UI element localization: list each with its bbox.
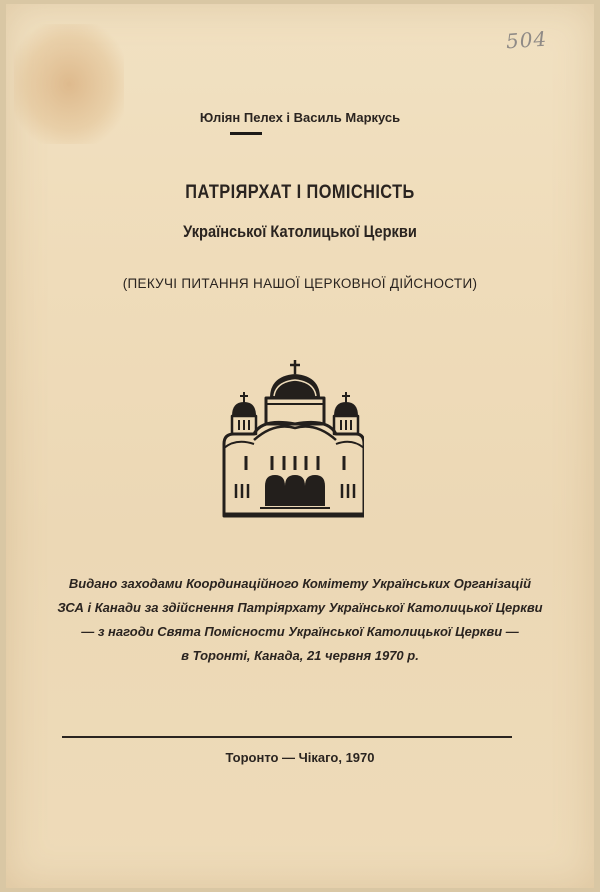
water-stain bbox=[14, 24, 124, 144]
publisher-statement bbox=[56, 572, 544, 668]
booklet-cover bbox=[6, 4, 594, 888]
place-and-year: Торонто — Чікаго, 1970 bbox=[225, 750, 375, 765]
cover-parenthetical: (ПЕКУЧІ ПИТАННЯ НАШОЇ ЦЕРКОВНОЇ ДІЙСНОСТИ) bbox=[122, 276, 478, 291]
handwritten-catalog-number: 504 bbox=[505, 26, 548, 54]
cover-subtitle: Української Католицької Церкви bbox=[183, 222, 417, 241]
publisher-line: ЗСА і Канади за здійснення Патріярхату Української Католицької Церкви bbox=[57, 600, 543, 615]
publisher-line: — з нагоди Свята Помісности Української Католицької Церкви — bbox=[81, 624, 519, 639]
authors-line: Юліян Пелех і Василь Маркусь bbox=[199, 110, 401, 125]
cover-title: ПАТРІЯРХАТ І ПОМІСНІСТЬ bbox=[185, 182, 415, 203]
publisher-line: Видано заходами Координаційного Комітету Українських Організацій bbox=[68, 576, 532, 591]
horizontal-rule bbox=[62, 736, 512, 738]
publisher-line: в Торонті, Канада, 21 червня 1970 р. bbox=[181, 648, 419, 663]
church-icon bbox=[214, 358, 364, 518]
author-underline bbox=[230, 132, 262, 135]
